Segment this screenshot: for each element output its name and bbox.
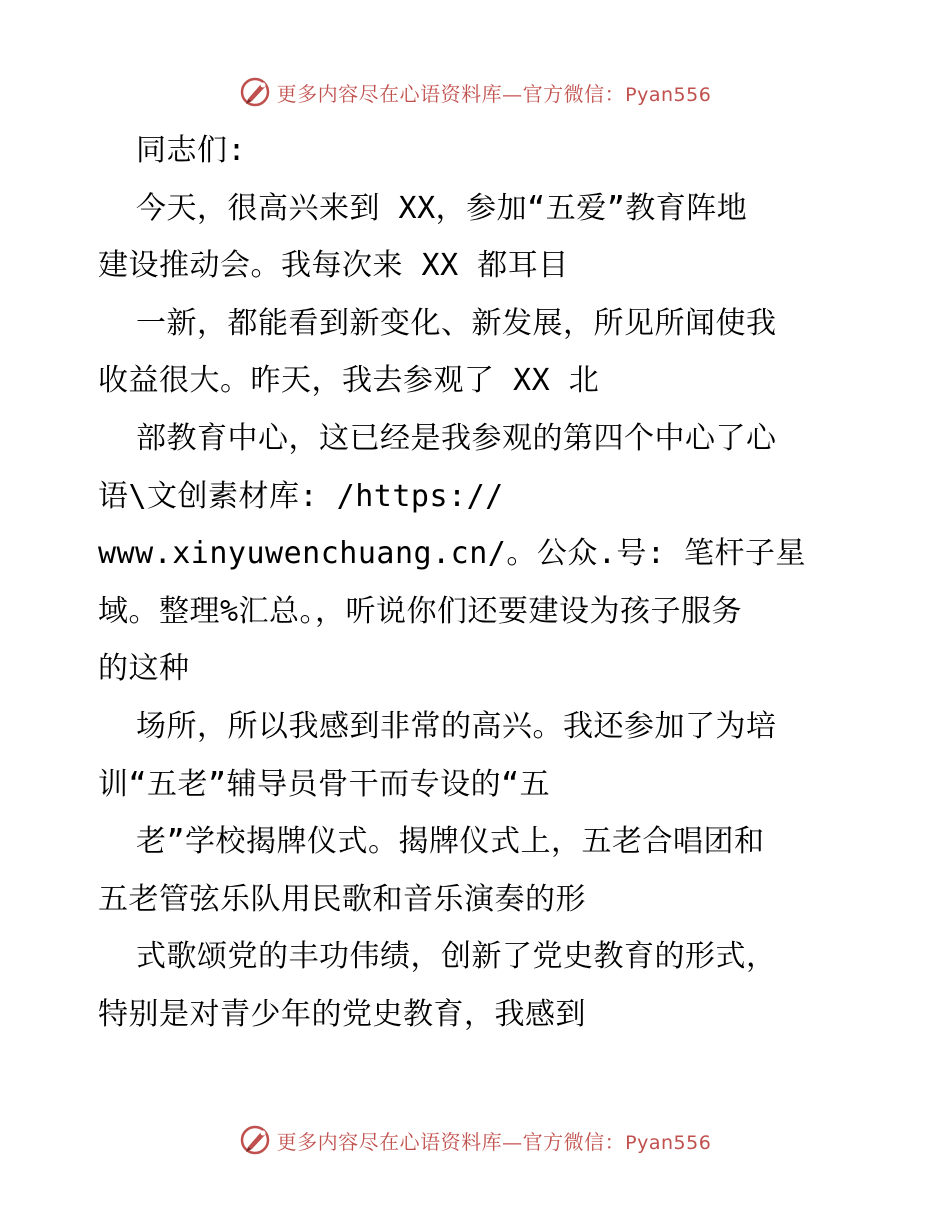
footer-banner (0, 1120, 950, 1160)
text-line: 的这种 (98, 651, 190, 687)
text-line: 部教育中心，这已经是我参观的第四个中心了心 (136, 420, 777, 456)
logo-icon (239, 1123, 273, 1157)
text-line: 场所，所以我感到非常的高兴。我还参加了为培 (136, 708, 777, 744)
text-line: www.xinyuwenchuang.cn/。公众.号: 笔杆子星 (98, 536, 807, 572)
logo-icon (239, 75, 273, 109)
header-banner-text: 更多内容尽在心语资料库—官方微信：Pyan556 (276, 81, 712, 106)
text-line: 老”学校揭牌仪式。揭牌仪式上，五老合唱团和 (136, 824, 765, 860)
text-line: 语\文创素材库: /https:// (98, 478, 504, 514)
text-line: 同志们: (136, 133, 247, 168)
text-line: 训“五老”辅导员骨干而专设的“五 (98, 766, 551, 802)
text-line: 五老管弦乐队用民歌和音乐演奏的形 (98, 881, 586, 917)
header-banner (0, 72, 950, 112)
footer-banner-text: 更多内容尽在心语资料库—官方微信：Pyan556 (276, 1129, 712, 1154)
text-line: 域。整理%汇总。，听说你们还要建设为孩子服务 (98, 593, 743, 629)
text-line: 今天，很高兴来到 XX，参加“五爱”教育阵地 (136, 190, 748, 226)
text-line: 收益很大。昨天，我去参观了 XX 北 (98, 363, 600, 399)
text-line: 式歌颂党的丰功伟绩，创新了党史教育的形式， (136, 939, 777, 975)
text-line: 一新，都能看到新变化、新发展，所见所闻使我 (136, 305, 777, 341)
text-line: 特别是对青少年的党史教育，我感到 (98, 996, 586, 1032)
document-body (98, 122, 858, 1044)
text-line: 建设推动会。我每次来 XX 都耳目 (98, 248, 569, 284)
